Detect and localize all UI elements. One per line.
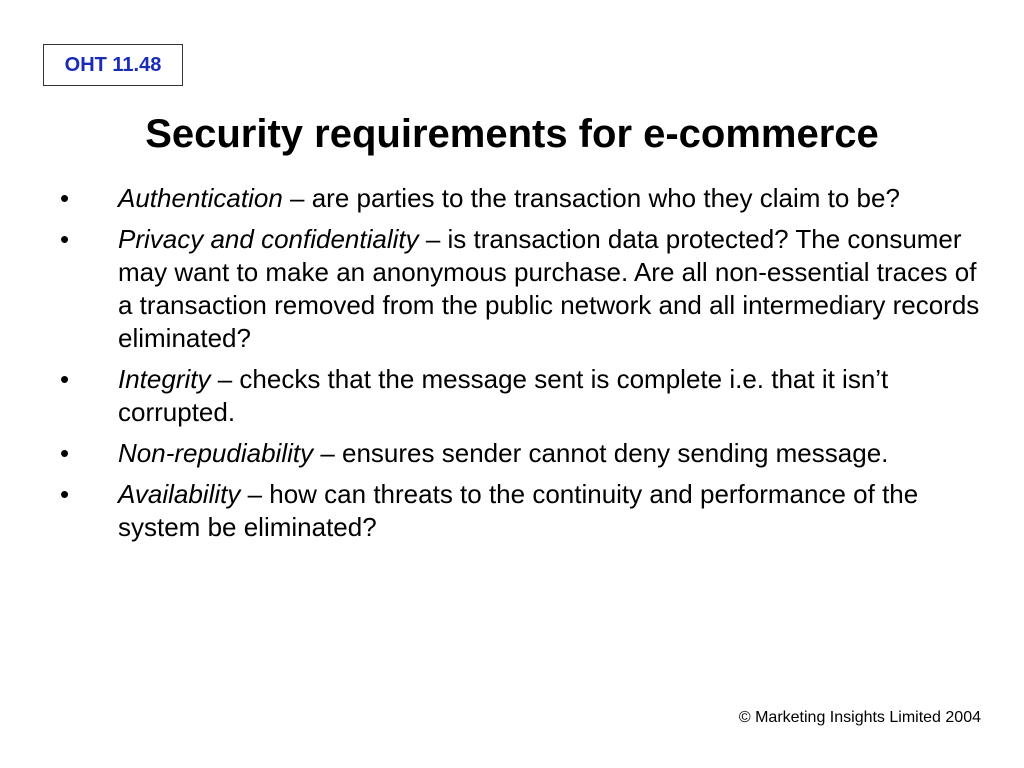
- list-item-non-repudiability: [60, 437, 980, 470]
- term-description: – how can threats to the continuity and performance of the system be eliminated?: [118, 479, 919, 542]
- bullet-icon: •: [60, 364, 70, 394]
- list-item-privacy: [60, 223, 980, 355]
- term-label: Non-repudiability: [118, 438, 314, 468]
- term-label: Availability: [118, 479, 241, 509]
- list-item-availability: [60, 478, 980, 544]
- term-label: Authentication: [118, 183, 283, 213]
- term-description: – ensures sender cannot deny sending message.: [313, 438, 889, 468]
- requirements-list: [60, 182, 980, 552]
- slide-number-badge: [43, 44, 183, 86]
- slide-number-label: OHT 11.48: [64, 53, 162, 76]
- term-description: – is transaction data protected? The consumer may want to make an anonymous purchase. Are all non-essential traces of a transaction removed from the public network and all intermediary records eliminated?: [118, 224, 980, 353]
- term-description: – checks that the message sent is complete i.e. that it isn’t corrupted.: [118, 364, 889, 427]
- slide-title: Security requirements for e-commerce: [145, 112, 879, 156]
- term-label: Integrity: [118, 364, 211, 394]
- bullet-icon: •: [60, 224, 70, 254]
- bullet-icon: •: [60, 479, 70, 509]
- bullet-icon: •: [60, 183, 70, 213]
- bullet-icon: •: [60, 438, 70, 468]
- term-label: Privacy and confidentiality: [118, 224, 419, 254]
- copyright-footer: © Marketing Insights Limited 2004: [738, 709, 981, 726]
- list-item-integrity: [60, 363, 980, 429]
- term-description: – are parties to the transaction who they claim to be?: [282, 183, 900, 213]
- list-item-authentication: [60, 182, 980, 215]
